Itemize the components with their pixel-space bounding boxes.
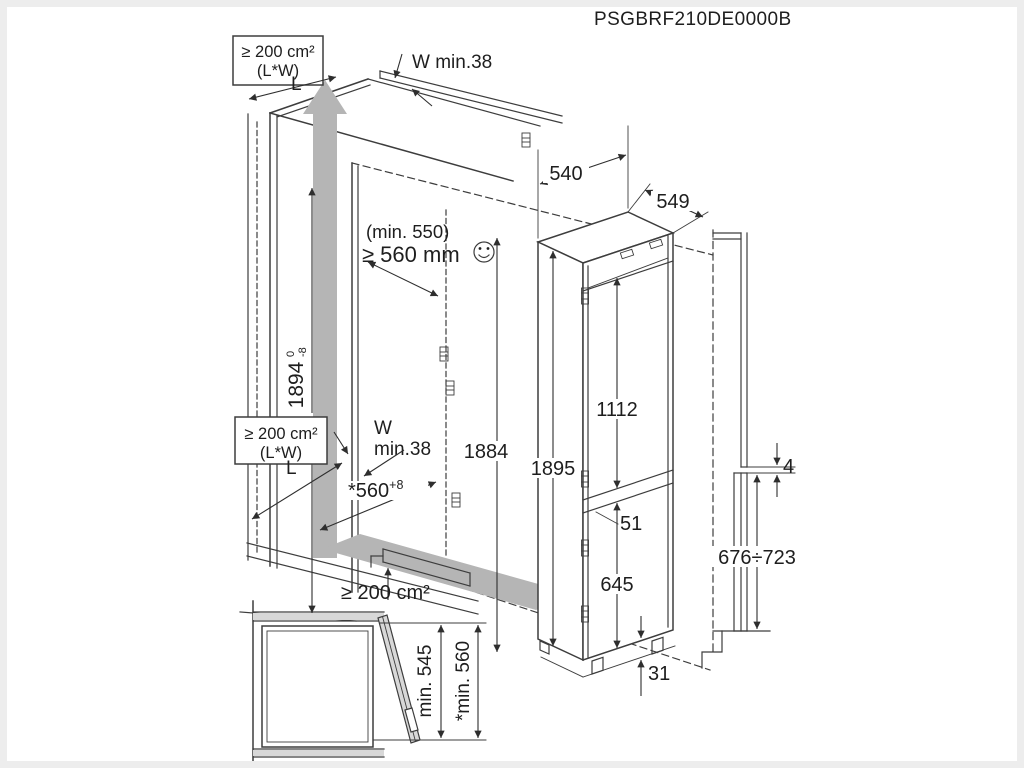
niche-front-height-label: 1884 [463,441,509,463]
appliance-height-label: 1895 [530,458,576,480]
appliance-width-label: 540 [549,163,583,185]
mid-wall-gap-label-1: W [374,418,392,439]
top-length-label: L [291,74,302,95]
upper-door-height-label: 1112 [596,399,638,421]
panel-gap-label: 4 [783,456,795,478]
niche-width-label: $*560^{+8}$ [348,478,404,502]
page-title: PSGBRF210DE0000B [594,9,792,30]
mid-vent-box-line2: (L*W) [259,444,303,462]
airflow-up-arrow-icon [303,80,347,558]
smiley-icon [474,242,494,262]
mid-length-label: L [286,458,297,479]
mid-vent-box-line1: ≥ 200 cm² [244,425,318,443]
lower-panel-height-label: 676÷723 [718,547,796,569]
appliance-drawing [538,212,675,677]
top-wall-gap-label: W min.38 [412,52,493,73]
lower-door-height-label: 645 [600,574,634,596]
top-vent-box-line2: (L*W) [256,62,300,80]
inset-door-depth-label [415,645,436,718]
svg-text:*min. 560: *min. 560 [453,640,474,722]
base-height-label: 31 [648,663,671,685]
appliance-depth-label: 549 [656,191,690,213]
svg-text:1894: 1894 [285,361,308,409]
svg-text:-8: -8 [297,347,309,357]
niche-height-label [285,347,309,408]
mid-wall-gap-label-2: min.38 [374,439,432,460]
svg-text:0: 0 [285,350,297,357]
svg-text:min. 545: min. 545 [415,644,436,718]
door-panel-side-view [702,230,770,668]
open-door-plan [378,615,420,743]
top-vent-box-line1: ≥ 200 cm² [241,43,315,61]
top-view-inset [253,601,420,762]
niche-depth-note: (min. 550) [366,221,450,242]
inset-total-depth-label [453,641,474,721]
bottom-vent-label: ≥ 200 cm² [341,582,430,604]
niche-depth-label: ≥ 560 mm [362,242,460,267]
door-gap-label: 51 [620,513,643,535]
